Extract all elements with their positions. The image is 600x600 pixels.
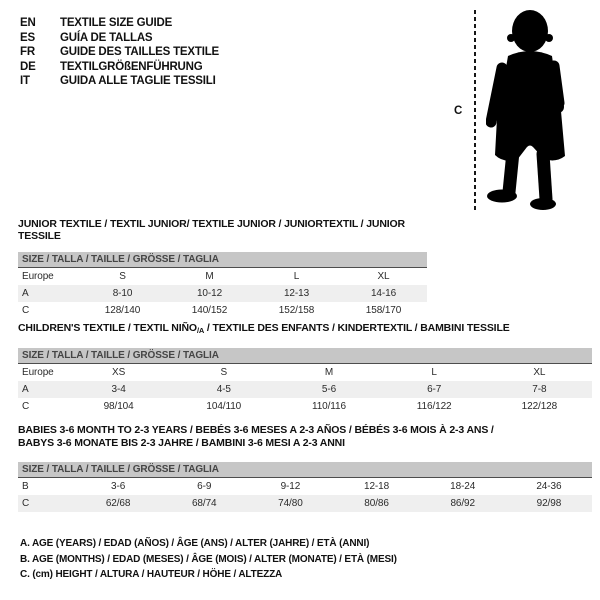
language-row-es [20,31,219,46]
size-cell: 12-18 [364,481,390,492]
size-cell: XL [377,271,390,282]
table-row [18,495,592,512]
size-cell: 74/80 [278,498,303,509]
size-cell: 158/170 [365,305,402,316]
language-title: GUÍA DE TALLAS [60,31,153,44]
babies-textile-section [18,424,592,512]
junior-size-table [18,268,427,319]
language-row-de [20,60,219,75]
row-label: Europe [22,271,54,282]
babies-title-line1: BABIES 3-6 MONTH TO 2-3 YEARS / BEBÉS 3-6 MESES A 2-3 AÑOS / BÉBÉS 3-6 MOIS À 2-3 ANS / [18,424,494,436]
language-row-it [20,74,219,89]
size-cell: 5-6 [321,384,337,395]
language-code: IT [20,75,30,87]
size-cell: 10-12 [196,288,223,299]
table-row [18,302,427,319]
size-cell: 104/110 [206,401,242,412]
babies-size-header-band: SIZE / TALLA / TAILLE / GRÖSSE / TAGLIA [18,462,592,478]
table-row [18,398,592,415]
size-cell: 3-6 [111,481,126,492]
children-size-table [18,364,592,415]
size-cell: 8-10 [112,288,133,299]
size-cell: 98/104 [103,401,134,412]
table-row [18,478,592,495]
size-cell: 122/128 [521,401,558,412]
size-cell: 14-16 [370,288,397,299]
row-label: B [22,481,29,492]
size-cell: XS [112,367,126,378]
table-row [18,364,592,381]
size-cell: 80/86 [364,498,389,509]
size-cell: 152/158 [278,305,315,316]
row-label: C [22,401,30,412]
row-label: C [22,305,30,316]
size-cell: 68/74 [191,498,217,509]
language-code: ES [20,31,35,44]
table-row [18,381,592,398]
toddler-silhouette-icon [486,6,571,211]
size-cell: 12-13 [283,288,310,299]
size-cell: L [293,271,300,282]
size-cell: 140/152 [191,305,228,316]
junior-textile-section [18,218,427,319]
language-title: GUIDE DES TAILLES TEXTILE [60,46,219,58]
size-cell: 24-36 [536,481,562,492]
language-title: GUIDA ALLE TAGLIE TESSILI [60,75,216,87]
language-code: DE [20,60,36,73]
babies-table-title [18,424,592,450]
language-row-fr [20,45,219,60]
row-label: Europe [22,367,54,378]
size-cell: M [205,271,214,282]
footnote-c: C. (cm) HEIGHT / ALTURA / HAUTEUR / HÖHE / ALTEZZA [20,569,283,580]
size-cell: S [220,367,228,378]
size-cell: M [324,367,334,378]
size-cell: 110/116 [311,401,346,412]
language-code: FR [20,46,35,58]
footnote-a: A. AGE (YEARS) / EDAD (AÑOS) / ÂGE (ANS) / ALTER (JAHRE) / ETÀ (ANNI) [20,538,370,549]
language-title-list [20,16,219,89]
table-row [18,268,427,285]
size-cell: S [119,271,126,282]
size-cell: 116/122 [416,401,452,412]
children-title-post: / TEXTILE DES ENFANTS / KINDERTEXTIL / BAMBINI TESSILE [204,322,510,334]
children-size-header-band: SIZE / TALLA / TAILLE / GRÖSSE / TAGLIA [18,348,592,364]
language-code: EN [20,17,36,29]
size-cell: 128/140 [104,305,141,316]
size-cell: 92/98 [536,498,562,509]
size-cell: L [431,367,437,378]
table-row [18,285,427,302]
size-cell: 3-4 [111,384,126,395]
babies-size-table [18,478,592,512]
height-measure-label: C [454,105,463,117]
size-cell: 86/92 [450,498,475,509]
babies-title-line2: BABYS 3-6 MONATE BIS 2-3 JAHRE / BAMBINI 3-6 MESI A 2-3 ANNI [18,437,345,449]
junior-size-header-band: SIZE / TALLA / TAILLE / GRÖSSE / TAGLIA [18,252,427,268]
size-cell: 18-24 [450,481,476,492]
language-row-en [20,16,219,31]
children-title-pre: CHILDREN'S TEXTILE / TEXTIL NIÑO [18,322,197,334]
row-label: A [22,288,29,299]
size-cell: XL [533,367,546,378]
size-cell: 4-5 [216,384,231,395]
row-label: C [22,498,30,509]
children-textile-section [18,322,592,415]
children-title-subscript: /A [196,326,205,335]
size-cell: 6-7 [427,384,442,395]
row-label: A [22,384,29,395]
size-cell: 62/68 [105,498,131,509]
language-title: TEXTILGRÖßENFÜHRUNG [60,60,203,73]
footnote-b: B. AGE (MONTHS) / EDAD (MESES) / ÂGE (MOIS) / ALTER (MONATE) / ETÀ (MESI) [20,553,397,565]
footnote-legend [20,536,397,583]
size-cell: 6-9 [197,481,212,492]
size-cell: 9-12 [280,481,301,492]
size-cell: 7-8 [532,384,547,395]
language-title: TEXTILE SIZE GUIDE [60,17,173,29]
height-measure-dashed-line [474,10,476,210]
junior-table-title: JUNIOR TEXTILE / TEXTIL JUNIOR/ TEXTILE JUNIOR / JUNIORTEXTIL / JUNIOR TESSILE [18,218,405,242]
children-table-title [18,322,592,337]
